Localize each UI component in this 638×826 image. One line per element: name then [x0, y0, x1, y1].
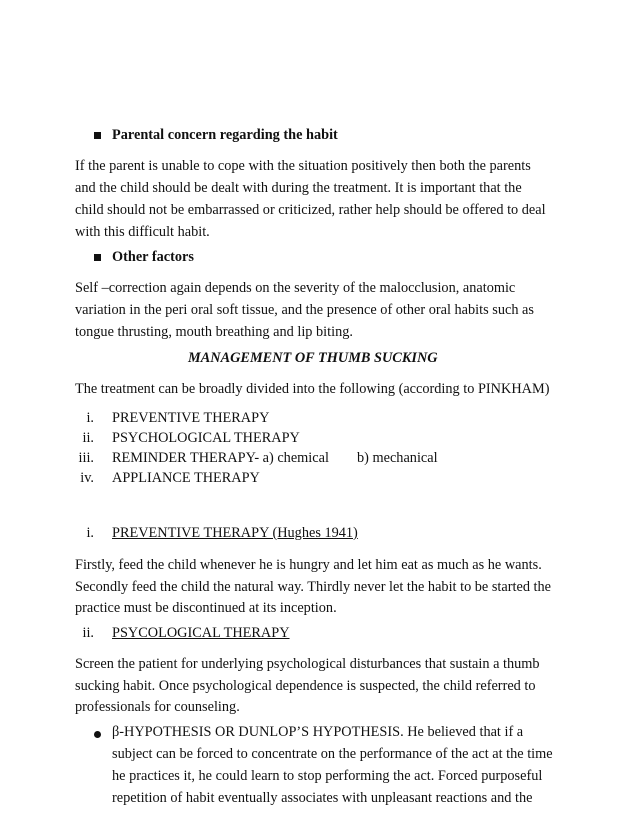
management-title: MANAGEMENT OF THUMB SUCKING [188, 350, 438, 366]
list-item: PREVENTIVE THERAPY [112, 410, 270, 426]
list-number: iii. [78, 450, 94, 466]
list-number: i. [86, 410, 94, 426]
preventive-heading: PREVENTIVE THERAPY (Hughes 1941) [112, 525, 358, 541]
management-intro: The treatment can be broadly divided into the following (according to PINKHAM) [75, 381, 550, 397]
list-item-extra: b) mechanical [357, 450, 438, 466]
square-bullet-icon [94, 254, 101, 261]
section-number: i. [86, 525, 94, 541]
paragraph-line: with this difficult habit. [75, 224, 210, 240]
paragraph-line: and the child should be dealt with during the treatment. It is important that the [75, 180, 522, 196]
paragraph-line: child should not be embarrassed or criticized, rather help should be offered to deal [75, 202, 546, 218]
psycological-heading: PSYCOLOGICAL THERAPY [112, 625, 290, 641]
paragraph-line: sucking habit. Once psychological dependence is suspected, the child referred to [75, 678, 536, 694]
section-number: ii. [82, 625, 94, 641]
other-factors-heading: Other factors [112, 249, 194, 265]
round-bullet-icon [94, 731, 101, 738]
list-number: ii. [82, 430, 94, 446]
paragraph-line: professionals for counseling. [75, 699, 240, 715]
paragraph-line: Firstly, feed the child whenever he is hungry and let him eat as much as he wants. [75, 557, 542, 573]
bullet-line: he practices it, he could learn to stop performing the act. Forced purposeful [112, 768, 543, 784]
bullet-line: subject can be forced to concentrate on the performance of the act at the time [112, 746, 553, 762]
paragraph-line: If the parent is unable to cope with the situation positively then both the parents [75, 158, 531, 174]
paragraph-line: Screen the patient for underlying psychological disturbances that sustain a thumb [75, 656, 540, 672]
list-item: APPLIANCE THERAPY [112, 470, 260, 486]
list-item: PSYCHOLOGICAL THERAPY [112, 430, 300, 446]
paragraph-line: variation in the peri oral soft tissue, and the presence of other oral habits such as [75, 302, 534, 318]
list-number: iv. [80, 470, 94, 486]
bullet-line: β-HYPOTHESIS OR DUNLOP’S HYPOTHESIS. He believed that if a [112, 724, 524, 740]
paragraph-line: Secondly feed the child the natural way. Thirdly never let the habit to be started the [75, 579, 552, 595]
paragraph-line: tongue thrusting, mouth breathing and lip biting. [75, 324, 353, 340]
list-item: REMINDER THERAPY- a) chemical [112, 450, 329, 466]
bullet-line: repetition of habit eventually associates with unpleasant reactions and the [112, 790, 533, 806]
square-bullet-icon [94, 132, 101, 139]
paragraph-line: Self –correction again depends on the severity of the malocclusion, anatomic [75, 280, 516, 296]
parental-heading: Parental concern regarding the habit [112, 127, 338, 143]
paragraph-line: practice must be discontinued at its inception. [75, 600, 337, 616]
